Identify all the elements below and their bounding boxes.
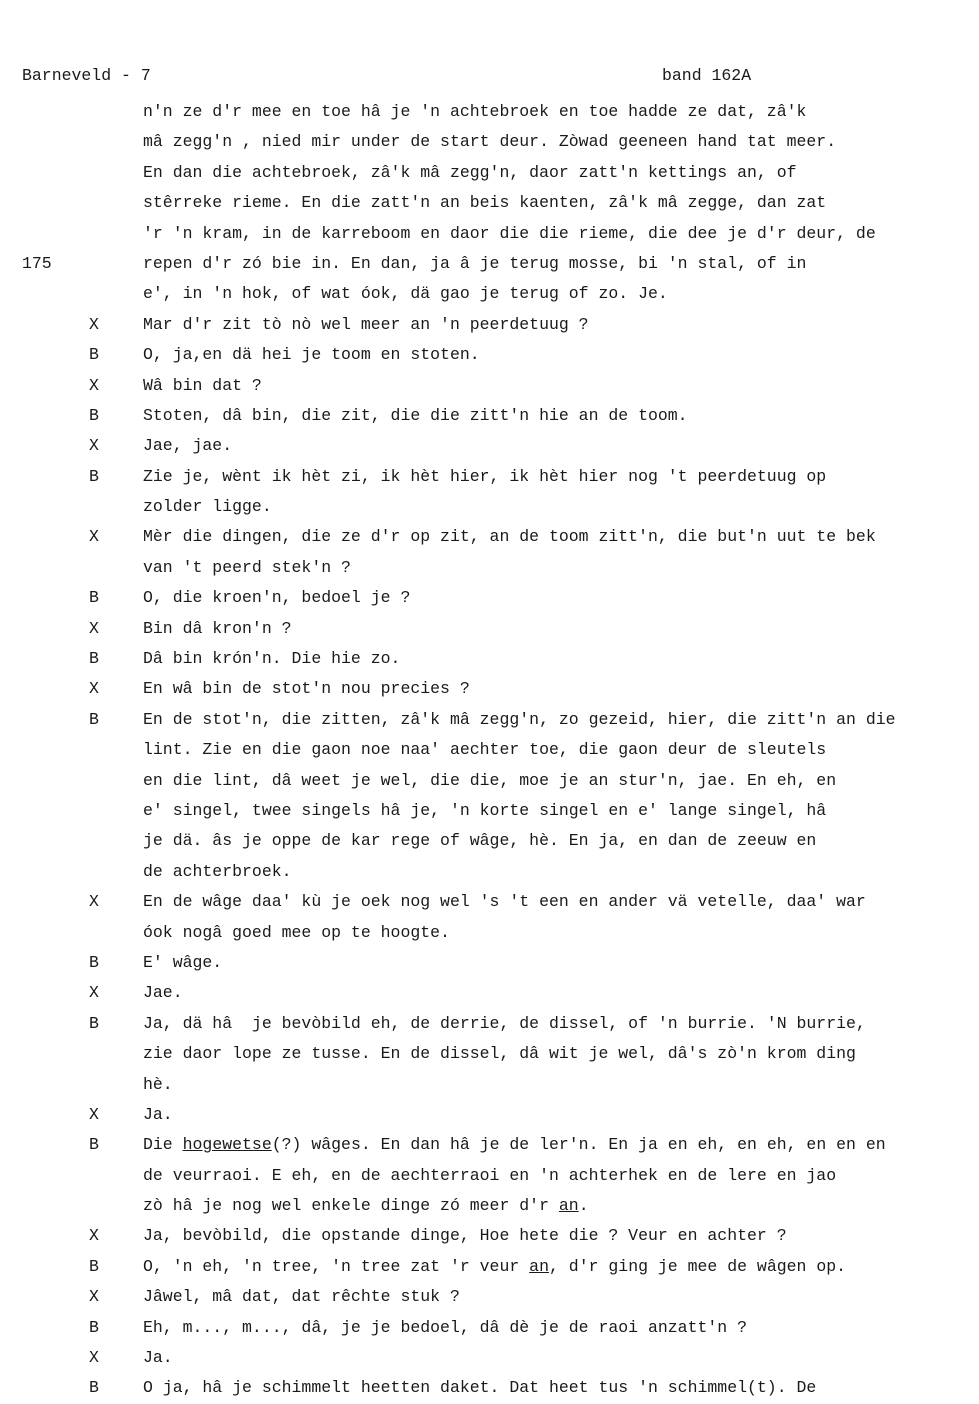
line-text: O, die kroen'n, bedoel je ? [143, 588, 411, 608]
line-text-end: . [578, 1196, 589, 1216]
speaker-label: X [89, 892, 99, 912]
line-text: Eh, m..., m..., dâ, je je bedoel, dâ dè je de raoi anzatt'n ? [143, 1317, 747, 1337]
speaker-label: B [89, 1317, 99, 1337]
speaker-label: B [89, 1256, 99, 1276]
document-title: Barneveld - 7 [22, 66, 151, 85]
speaker-label: X [89, 1104, 99, 1124]
line-text: zolder ligge. [143, 497, 272, 517]
transcript-line [0, 279, 979, 309]
line-text: repen d'r zó bie in. En dan, ja â je terug mosse, bi 'n stal, of in [143, 253, 807, 273]
line-text: 'r 'n kram, in de karreboom en daor die die rieme, die dee je d'r deur, de [143, 223, 876, 243]
line-text: Ja. [143, 1348, 173, 1368]
transcript-line [0, 522, 979, 552]
speaker-label: B [89, 466, 99, 486]
transcript-line [0, 431, 979, 461]
transcript-line [0, 219, 979, 249]
transcript-line [0, 1070, 979, 1100]
transcript-line [0, 1191, 979, 1221]
transcript-line [0, 1221, 979, 1251]
transcript-line [0, 948, 979, 978]
tape-label: band 162A [662, 66, 752, 85]
speaker-label: X [89, 983, 99, 1003]
line-text: Jae. [143, 983, 183, 1003]
speaker-label: X [89, 618, 99, 638]
line-text: En de wâge daa' kù je oek nog wel 's 't een en ander vä vetelle, daa' war [143, 892, 866, 912]
line-text: Mar d'r zit tò nò wel meer an 'n peerdetuug ? [143, 314, 589, 334]
transcript-line [0, 674, 979, 704]
line-text-end: (?) wâges. En dan hâ je de ler'n. En ja en eh, en eh, en en en [271, 1135, 886, 1155]
transcript-line [0, 1100, 979, 1130]
line-text: Jâwel, mâ dat, dat rêchte stuk ? [143, 1287, 460, 1307]
line-text: Ja, bevòbild, die opstande dinge, Hoe hete die ? Veur en achter ? [143, 1226, 787, 1246]
line-text: Jae, jae. [143, 436, 233, 456]
line-text: Ja. [143, 1104, 173, 1124]
transcript-line [0, 158, 979, 188]
line-text-end: , d'r ging je mee de wâgen op. [548, 1256, 847, 1276]
transcript-line [0, 1373, 979, 1403]
transcript-line [0, 1130, 979, 1160]
transcript-line [0, 188, 979, 218]
transcript-line [0, 492, 979, 522]
line-text: e', in 'n hok, of wat óok, dä gao je terug of zo. Je. [143, 284, 668, 304]
speaker-label: B [89, 405, 99, 425]
line-text: e' singel, twee singels hâ je, 'n korte singel en e' lange singel, hâ [143, 800, 827, 820]
line-text: Wâ bin dat ? [143, 375, 262, 395]
line-text: stêrreke rieme. En die zatt'n an beis kaenten, zâ'k mâ zegge, dan zat [143, 193, 827, 213]
line-text: lint. Zie en die gaon noe naa' aechter toe, die gaon deur de sleutels [143, 740, 827, 760]
line-text: O, ja,en dä hei je toom en stoten. [143, 345, 480, 365]
line-text-start: zò hâ je nog wel enkele dinge zó meer d'r [143, 1196, 559, 1216]
speaker-label: B [89, 345, 99, 365]
underlined-word: hogewetse [182, 1135, 272, 1155]
transcript-line [0, 614, 979, 644]
line-text: de veurraoi. E eh, en de aechterraoi en 'n achterhek en de lere en jao [143, 1165, 837, 1185]
speaker-label: X [89, 1348, 99, 1368]
transcript-line [0, 796, 979, 826]
transcript-line [0, 1313, 979, 1343]
transcript-line [0, 401, 979, 431]
transcript-line [0, 97, 979, 127]
line-text: O ja, hâ je schimmelt heetten daket. Dat heet tus 'n schimmel(t). De [143, 1378, 817, 1398]
transcript-line [0, 857, 979, 887]
transcript-line [0, 553, 979, 583]
speaker-label: B [89, 1378, 99, 1398]
line-text: En wâ bin de stot'n nou precies ? [143, 679, 470, 699]
transcript-line [0, 249, 979, 279]
speaker-label: B [89, 649, 99, 669]
line-text [143, 1130, 886, 1160]
transcript-line [0, 1252, 979, 1282]
transcript-line [0, 1039, 979, 1069]
transcript-line [0, 583, 979, 613]
transcript-line [0, 918, 979, 948]
line-text: n'n ze d'r mee en toe hâ je 'n achtebroek en toe hadde ze dat, zâ'k [143, 102, 807, 121]
line-text [143, 1191, 589, 1221]
transcript-line [0, 826, 979, 856]
line-text: Mèr die dingen, die ze d'r op zit, an de toom zitt'n, die but'n uut te bek [143, 527, 876, 547]
speaker-label: B [89, 1135, 99, 1155]
underlined-word: an [558, 1196, 579, 1216]
line-text-start: Die [143, 1135, 183, 1155]
transcript-lines [0, 97, 979, 1404]
speaker-label: B [89, 952, 99, 972]
line-text-start: O, 'n eh, 'n tree, 'n tree zat 'r veur [143, 1256, 530, 1276]
line-text: Stoten, dâ bin, die zit, die die zitt'n hie an de toom. [143, 405, 688, 425]
underlined-word: an [529, 1256, 549, 1276]
line-text: je dä. âs je oppe de kar rege of wâge, hè. En ja, en dan de zeeuw en [143, 831, 817, 851]
speaker-label: B [89, 709, 99, 729]
line-text: de achterbroek. [143, 861, 292, 881]
line-text: En de stot'n, die zitten, zâ'k mâ zegg'n, zo gezeid, hier, die zitt'n an die [143, 709, 896, 729]
transcript-line [0, 978, 979, 1008]
transcript-line [0, 766, 979, 796]
transcript-line [0, 310, 979, 340]
speaker-label: X [89, 314, 99, 334]
transcript-line [0, 1343, 979, 1373]
speaker-label: X [89, 1287, 99, 1307]
transcript-line [0, 1161, 979, 1191]
transcript-line [0, 887, 979, 917]
transcript-line [0, 735, 979, 765]
line-text: mâ zegg'n , nied mir under de start deur. Zòwad geeneen hand tat meer. [143, 132, 837, 152]
transcript-line [0, 1009, 979, 1039]
line-text: hè. [143, 1074, 173, 1094]
transcript-line [0, 127, 979, 157]
speaker-label: X [89, 375, 99, 395]
line-text: Ja, dä hâ je bevòbild eh, de derrie, de dissel, of 'n burrie. 'N burrie, [143, 1013, 866, 1033]
line-text: en die lint, dâ weet je wel, die die, moe je an stur'n, jae. En eh, en [143, 770, 837, 790]
transcript-line [0, 644, 979, 674]
speaker-label: X [89, 527, 99, 547]
line-text: E' wâge. [143, 952, 223, 972]
line-text: En dan die achtebroek, zâ'k mâ zegg'n, daor zatt'n kettings an, of [143, 162, 797, 182]
line-text [143, 1252, 846, 1282]
transcript-line [0, 340, 979, 370]
line-text: óok nogâ goed mee op te hoogte. [143, 922, 450, 942]
line-number: 175 [22, 253, 52, 273]
transcript-line [0, 705, 979, 735]
speaker-label: X [89, 1226, 99, 1246]
speaker-label: B [89, 588, 99, 608]
line-text: zie daor lope ze tusse. En de dissel, dâ wit je wel, dâ's zò'n krom ding [143, 1044, 856, 1064]
line-text: Bin dâ kron'n ? [143, 618, 292, 638]
transcript-line [0, 1282, 979, 1312]
speaker-label: B [89, 1013, 99, 1033]
line-text: Dâ bin krón'n. Die hie zo. [143, 649, 401, 669]
speaker-label: X [89, 436, 99, 456]
line-text: Zie je, wènt ik hèt zi, ik hèt hier, ik hèt hier nog 't peerdetuug op [143, 466, 827, 486]
speaker-label: X [89, 679, 99, 699]
transcript-line [0, 462, 979, 492]
transcript-line [0, 371, 979, 401]
line-text: van 't peerd stek'n ? [143, 557, 351, 577]
